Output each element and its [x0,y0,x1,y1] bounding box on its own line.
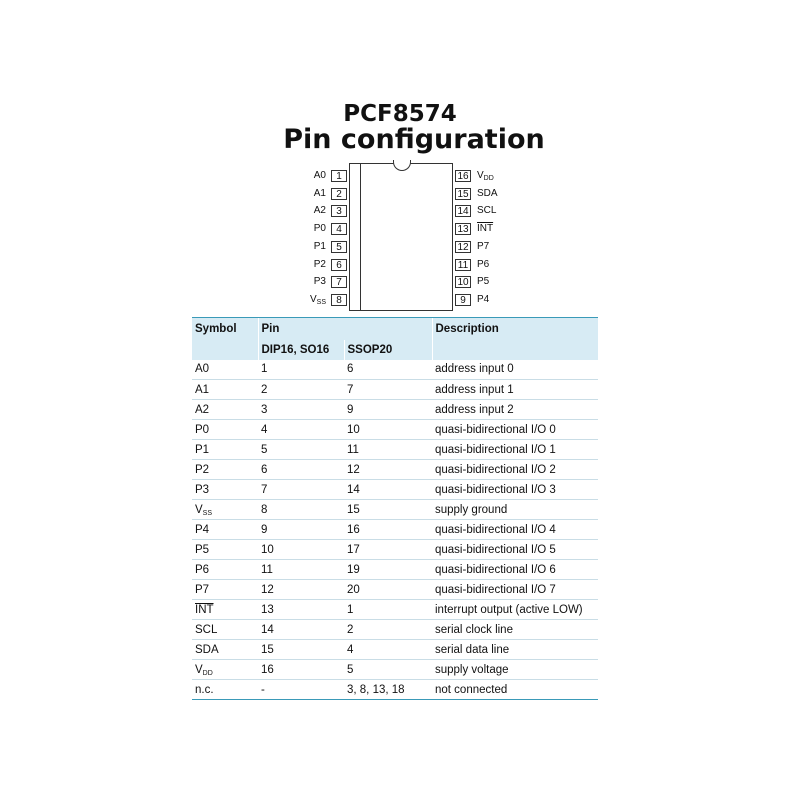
cell-ssop-pin: 11 [344,440,432,460]
pin-number-box: 12 [455,241,471,253]
table-row [192,380,598,400]
cell-description: quasi-bidirectional I/O 2 [432,460,598,480]
table-row [192,660,598,680]
cell-dip-pin: 5 [258,440,344,460]
cell-ssop-pin: 2 [344,620,432,640]
cell-symbol: P4 [192,520,258,540]
pin-number-box: 10 [455,276,471,288]
table-row [192,560,598,580]
pin-label: $V_{DD}$ [477,170,494,182]
cell-dip-pin: 12 [258,580,344,600]
table-row [192,440,598,460]
cell-symbol: A0 [192,360,258,380]
header-pin: Pin [258,318,432,340]
pin-label: SCL [477,205,497,217]
table-row [192,540,598,560]
cell-description: address input 2 [432,400,598,420]
table-row [192,420,598,440]
cell-description: address input 1 [432,380,598,400]
cell-description: supply voltage [432,660,598,680]
header-ssop: SSOP20 [344,340,432,360]
header-description: Description [432,318,598,340]
cell-ssop-pin: 3, 8, 13, 18 [344,680,432,700]
cell-ssop-pin: 7 [344,380,432,400]
cell-dip-pin: 2 [258,380,344,400]
part-number: PCF8574 [343,101,457,127]
cell-description: quasi-bidirectional I/O 4 [432,520,598,540]
header-dip: DIP16, SO16 [258,340,344,360]
pin-table [192,317,598,700]
header-symbol: Symbol [192,318,258,340]
pin-number-box: 3 [331,205,347,217]
table-row [192,360,598,380]
cell-ssop-pin: 15 [344,500,432,520]
cell-dip-pin: 11 [258,560,344,580]
pin-label: P6 [477,258,490,270]
cell-dip-pin: 6 [258,460,344,480]
cell-description: not connected [432,680,598,700]
pin-label: SDA [477,187,498,199]
cell-description: interrupt output (active LOW) [432,600,598,620]
pin-label: P4 [477,293,490,305]
cell-ssop-pin: 20 [344,580,432,600]
table-row [192,580,598,600]
cell-ssop-pin: 10 [344,420,432,440]
pin-number-box: 6 [331,259,347,271]
cell-description: quasi-bidirectional I/O 6 [432,560,598,580]
pin-label: P0 [313,223,326,235]
pin-number-box: 14 [455,205,471,217]
cell-symbol: $\overline{INT}$ [192,600,258,620]
cell-symbol: P1 [192,440,258,460]
cell-description: quasi-bidirectional I/O 3 [432,480,598,500]
cell-dip-pin: 16 [258,660,344,680]
cell-dip-pin: 13 [258,600,344,620]
cell-description: address input 0 [432,360,598,380]
chip-pin1-edge [360,163,453,311]
pin-label: P1 [313,240,326,252]
cell-ssop-pin: 12 [344,460,432,480]
table-row [192,640,598,660]
cell-ssop-pin: 1 [344,600,432,620]
pin-number-box: 7 [331,276,347,288]
cell-dip-pin: 9 [258,520,344,540]
cell-dip-pin: 10 [258,540,344,560]
cell-description: serial data line [432,640,598,660]
cell-symbol: A1 [192,380,258,400]
pin-number-box: 1 [331,170,347,182]
cell-dip-pin: 14 [258,620,344,640]
cell-ssop-pin: 19 [344,560,432,580]
pin-number-box: 13 [455,223,471,235]
cell-dip-pin: - [258,680,344,700]
cell-description: supply ground [432,500,598,520]
cell-symbol: $V_{DD}$ [192,660,258,680]
cell-ssop-pin: 5 [344,660,432,680]
table-row [192,680,598,700]
cell-symbol: P2 [192,460,258,480]
cell-symbol: SCL [192,620,258,640]
cell-ssop-pin: 16 [344,520,432,540]
cell-dip-pin: 3 [258,400,344,420]
table-row [192,620,598,640]
pin-number-box: 8 [331,294,347,306]
pin-label: P3 [313,276,326,288]
table-row [192,520,598,540]
cell-dip-pin: 4 [258,420,344,440]
cell-symbol: A2 [192,400,258,420]
pin-label: A2 [313,205,326,217]
table-row [192,500,598,520]
cell-ssop-pin: 14 [344,480,432,500]
cell-symbol: P5 [192,540,258,560]
cell-symbol: P0 [192,420,258,440]
pin-label: A1 [313,187,326,199]
table-row [192,400,598,420]
cell-description: quasi-bidirectional I/O 1 [432,440,598,460]
cell-ssop-pin: 4 [344,640,432,660]
pin-number-box: 5 [331,241,347,253]
cell-dip-pin: 7 [258,480,344,500]
cell-description: quasi-bidirectional I/O 7 [432,580,598,600]
pin-number-box: 15 [455,188,471,200]
pin-number-box: 11 [455,259,471,271]
pin-label: A0 [313,170,326,181]
cell-symbol: P6 [192,560,258,580]
cell-dip-pin: 15 [258,640,344,660]
cell-description: quasi-bidirectional I/O 0 [432,420,598,440]
pin-number-box: 9 [455,294,471,306]
cell-description: quasi-bidirectional I/O 5 [432,540,598,560]
table-row [192,460,598,480]
pin-label: P7 [477,240,490,252]
pin-label: P5 [477,276,490,288]
cell-dip-pin: 1 [258,360,344,380]
table-row [192,480,598,500]
table-row [192,600,598,620]
pin-number-box: 16 [455,170,471,182]
cell-symbol: SDA [192,640,258,660]
cell-ssop-pin: 6 [344,360,432,380]
pin-label: $\overline{INT}$ [477,223,494,235]
pin-number-box: 2 [331,188,347,200]
cell-ssop-pin: 9 [344,400,432,420]
cell-symbol: P7 [192,580,258,600]
cell-dip-pin: 8 [258,500,344,520]
cell-symbol: n.c. [192,680,258,700]
cell-symbol: P3 [192,480,258,500]
cell-ssop-pin: 17 [344,540,432,560]
cell-symbol: $V_{SS}$ [192,500,258,520]
pin-label: $V_{SS}$ [309,293,326,306]
pin-label: P2 [313,258,326,270]
page-title: Pin configuration [283,124,545,155]
pin-number-box: 4 [331,223,347,235]
cell-description: serial clock line [432,620,598,640]
